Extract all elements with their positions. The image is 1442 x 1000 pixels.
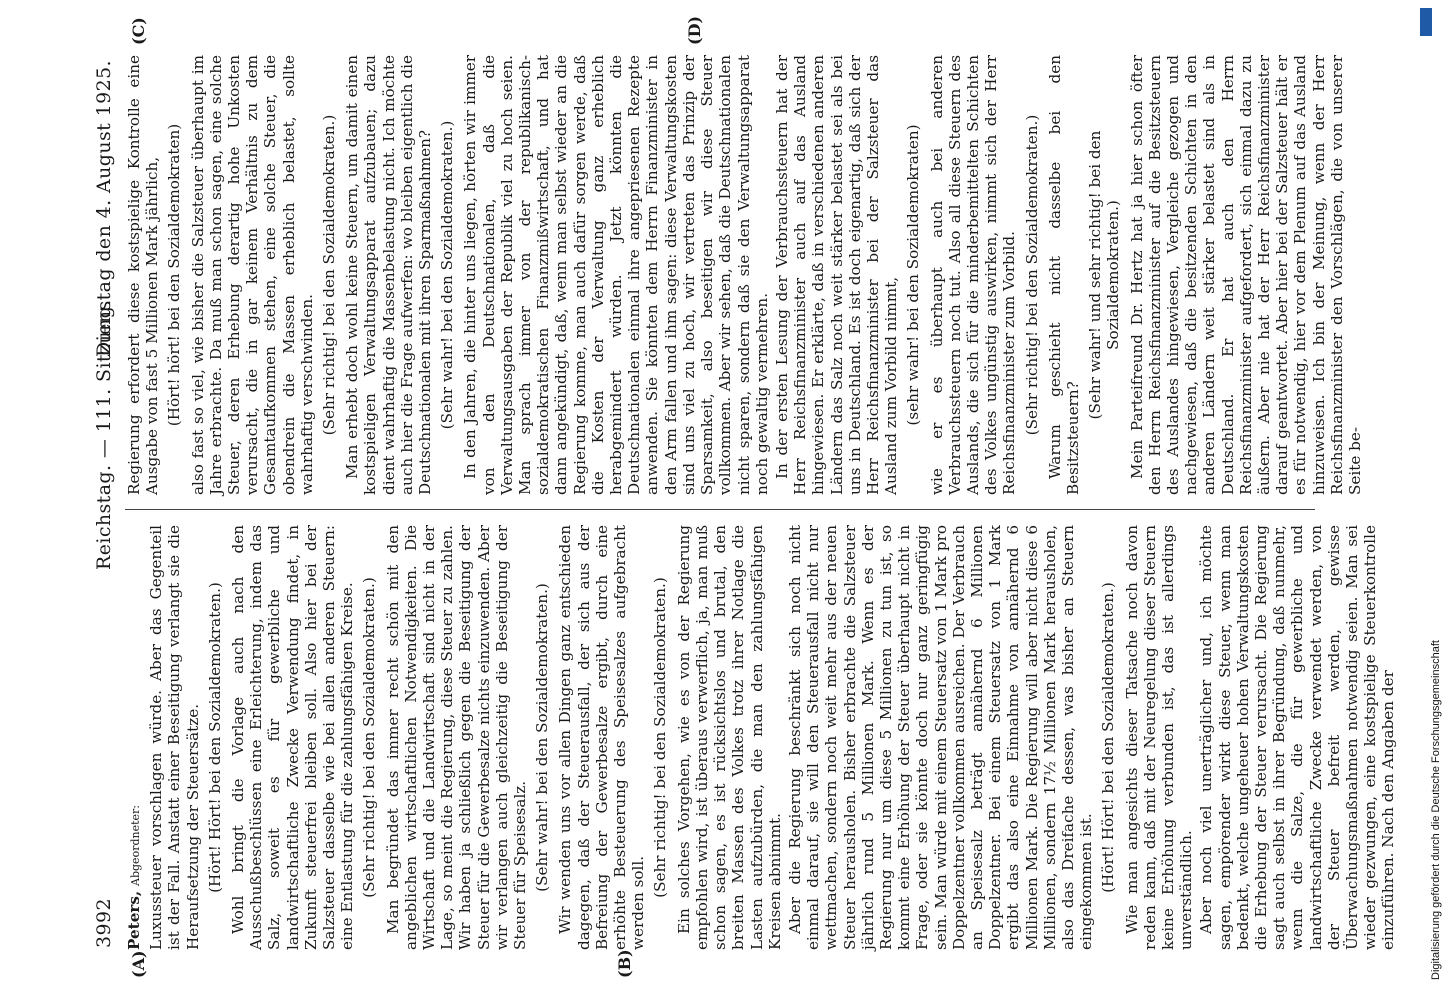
speaker-role: Abgeordneter: (129, 805, 142, 886)
margin-marker-c: (C) (129, 17, 148, 45)
session-title: Reichstag. — 111. Sitzung. (93, 299, 115, 570)
column-divider (125, 509, 1315, 510)
paragraph: In den Jahren, die hinter uns liegen, hörten wir immer von den Deutschnationalen, daß die Verwaltungsausgaben der Republik viel zu hoch seien. Man sprach immer von der republikanisch-sozialdemokratischen Finanzmißwirtschaft, und hat dann angekündigt, daß, wenn man selbst wieder an die Regierung komme, man auch dafür sorgen werde, daß die Kosten der Verwaltung ganz erheblich herabgemindert würden. Jetzt könnten die Deutschnationalen einmal ihre angepriesenen Rezepte anwenden. Sie könnten dem Herrn Finanzminister in den Arm fallen und ihm sagen: diese Verwaltungskosten sind uns viel zu hoch, wir vertreten das Prinzip der Sparsamkeit, also beseitigen wir diese Steuer vollkommen. Aber wir sehen, daß die Deutschnationalen nicht sparen, sondern daß sie den Verwaltungsapparat noch gewaltig vermehren. (461, 55, 771, 495)
speaker-line (125, 525, 145, 950)
interjection: (Hört! hört! bei den Sozialdemokraten) (165, 123, 184, 427)
interjection: (Sehr richtig! bei den Sozialdemokraten.) (651, 577, 670, 898)
interjection: (Sehr richtig! bei den Sozialdemokraten.) (1022, 114, 1041, 436)
paragraph: Man erhebt doch wohl keine Steuern, um damit einen kostspieligen Verwaltungsapparat aufzubauen; dazu dient wahrhaftig die Massenbelastung nicht. Ich möchte auch hier die Frage aufwerfen: wo bleiben eigentlich die Deutschnationalen mit ihren Sparmaßnahmen? (343, 55, 435, 495)
dfg-logo-text: DFG (1431, 15, 1441, 34)
page-number: 3992 (93, 898, 115, 948)
paragraph: Aber die Regierung beschränkt sich noch nicht einmal darauf, sie will den Steuerausfall nicht nur wettmachen, sondern noch weit mehr aus der neuen Steuer herausholen. Bisher erbrachte die Salzsteuer jährlich rund 5 Millionen Mark. Wenn es der Regierung nur um diese 5 Millionen zu tun ist, so kommt eine Erhöhung der Steuer überhaupt nicht in Frage, oder sie könnte doch nur ganz geringfügig sein. Man würde mit einem Steuersatz von 1 Mark pro Doppelzentner vollkommen ausreichen. Der Verbrauch an Speisesalz beträgt annähernd 6 Millionen Doppelzentner. Bei einem Steuersatz von 1 Mark ergibt das also eine Einnahme von annähernd 6 Millionen Mark. Die Regierung will aber nicht diese 6 Millionen, sondern 17½ Millionen Mark herausholen, also das Dreifache dessen, was bisher an Steuern eingekommen ist. (785, 525, 1096, 950)
paragraph: In der ersten Lesung der Verbrauchssteuern hat der Herr Reichsfinanzminister auch auf das Ausland hingewiesen. Er erklärte, daß in verschiedenen anderen Ländern das Salz noch weit stärker belastet sei als bei uns in Deutschland. Es ist doch eigenartig, daß sich der Herr Reichsfinanzminister bei der Salzsteuer das Ausland zum Vorbild nimmt, (772, 55, 901, 495)
margin-marker-a: (A) (129, 950, 148, 978)
rotated-page (85, 15, 1398, 978)
paragraph: wie er es überhaupt auch bei anderen Verbrauchssteuern noch tut. Also all diese Steuern des Auslands, die sich für die minderbemittelten Schichten des Volkes ungünstig auswirken, nimmt sich der Herr Reichsfinanzminister zum Vorbild. (927, 55, 1019, 495)
paragraph: Man begründet das immer recht schön mit den angeblichen wirtschaftlichen Notwendigkeiten. Die Wirtschaft und die Landwirtschaft sind nicht in der Lage, so meint die Regierung, diese Steuer zu zahlen. Wir haben ja schließlich gegen die Beseitigung der Steuer für die Gewerbesalze nichts einzuwenden. Aber wir verlangen auch gleichzeitig die Beseitigung der Steuer für Speisesalz. (383, 525, 530, 950)
paragraph: Regierung erfordert diese kostspielige Kontrolle eine Ausgabe von fast 5 Millionen Mark jährlich, (125, 55, 162, 495)
margin-marker-b: (B) (615, 949, 634, 978)
funding-note: Digitalisierung gefördert durch die Deutsche Forschungsgemeinschaft (1430, 640, 1442, 980)
paragraph: Aber noch viel unerträglicher und, ich möchte sagen, empörender wirkt diese Steuer, wenn man bedenkt, welche ungeheuer hohen Verwaltungskosten die Erhebung der Steuer verursacht. Die Regierung sagt auch selbst in ihrer Begründung, daß nunmehr, wenn die Salze, die für gewerbliche und landwirtschaftliche Zwecke verwendet werden, von der Steuer befreit werden, gewisse Überwachungsmaßnahmen notwendig seien. Man sei wieder gezwungen, eine kostspielige Steuerkontrolle einzuführen. Nach den Angaben der (1197, 525, 1398, 950)
page-header (85, 50, 125, 950)
margin-marker-d: (D) (685, 15, 704, 45)
paragraph: also fast so viel, wie bisher die Salzsteuer überhaupt im Jahre erbrachte. Da muß man schon sagen, eine solche Steuer, deren Erhebung derartig hohe Unkosten verursacht, die in gar keinem Verhältnis zu dem Gesamtaufkommen stehen, eine solche Steuer, die obendrein die Massen erheblich belastet, sollte wahrhaftig verschwinden. (188, 55, 316, 495)
paragraph: Wie man angesichts dieser Tatsache noch davon reden kann, daß mit der Neuregelung dieser Steuern keine Erhöhung verbunden ist, das ist allerdings unverständlich. (1122, 525, 1196, 950)
paragraph: Luxussteuer vorschlagen würde. Aber das Gegenteil ist der Fall. Anstatt einer Beseitigung verlangt sie die Heraufsetzung der Steuersätze. (147, 525, 202, 950)
interjection: (Hört! Hört! bei den Sozialdemokraten.) (1099, 582, 1118, 893)
interjection: (Hört! Hört! bei den Sozialdemokraten.) (205, 582, 224, 893)
interjection: (sehr wahr! bei den Sozialdemokraten) (904, 124, 923, 426)
interjection: (Sehr wahr! und sehr richtig! bei den Sozialdemokraten.) (1086, 130, 1123, 420)
paragraph: Wohl bringt die Vorlage auch nach den Ausschußbeschlüssen eine Erleichterung, indem das Salz, soweit es für gewerbliche und landwirtschaftliche Zwecke Verwendung findet, in Zukunft steuerfrei bleiben soll. Also hier bei der Salzsteuer dasselbe wie bei allen anderen Steuern: eine Entlastung für die zahlungsfähigen Kreise. (229, 525, 357, 950)
speaker-name: Peters, (125, 890, 143, 950)
left-column (125, 525, 1400, 950)
session-date: Dienstag den 4. August 1925. (93, 60, 115, 357)
right-column (125, 55, 1366, 495)
paragraph: Mein Parteifreund Dr. Hertz hat ja hier schon öfter den Herrn Reichsfinanzminister auf die Besitzsteuern des Auslandes hingewiesen, Vergleiche gezogen und nachgewiesen, daß die besitzenden Schichten in den anderen Ländern weit stärker belastet sind als in Deutschland. Er hat auch den Herrn Reichsfinanzminister aufgefordert, sich einmal dazu zu äußern. Aber nie hat der Herr Reichsfinanzminister darauf geantwortet. Aber hier bei der Salzsteuer hält er es für notwendig, hier vor dem Plenum auf das Ausland hinzuweisen. Ich bin der Meinung, wenn der Herr Reichsfinanzminister den Vorschlägen, die von unserer Seite be- (1127, 55, 1364, 495)
interjection: (Sehr wahr! bei den Sozialdemokraten.) (533, 583, 552, 892)
paragraph: Warum geschieht nicht dasselbe bei den Besitzsteuern? (1045, 55, 1082, 495)
paragraph: Wir wenden uns vor allen Dingen ganz entschieden dagegen, daß der Steuerausfall, der sich aus der Befreiung der Gewerbesalze ergibt, durch eine erhöhte Besteuerung des Speisesalzes aufgebracht werden soll. (556, 525, 648, 950)
interjection: (Sehr wahr! bei den Sozialdemokraten.) (438, 120, 457, 430)
interjection: (Sehr richtig! bei den Sozialdemokraten.) (320, 114, 339, 436)
interjection: (Sehr richtig! bei den Sozialdemokraten.) (360, 577, 379, 898)
paragraph: Ein solches Vorgehen, wie es von der Regierung empfohlen wird, ist überaus verwerflich, ja, man muß schon sagen, es ist rücksichtslos und brutal, den breiten Massen des Volkes trotz ihrer Notlage die Lasten aufzubürden, die man den zahlungsfähigen Kreisen abnimmt. (674, 525, 784, 950)
